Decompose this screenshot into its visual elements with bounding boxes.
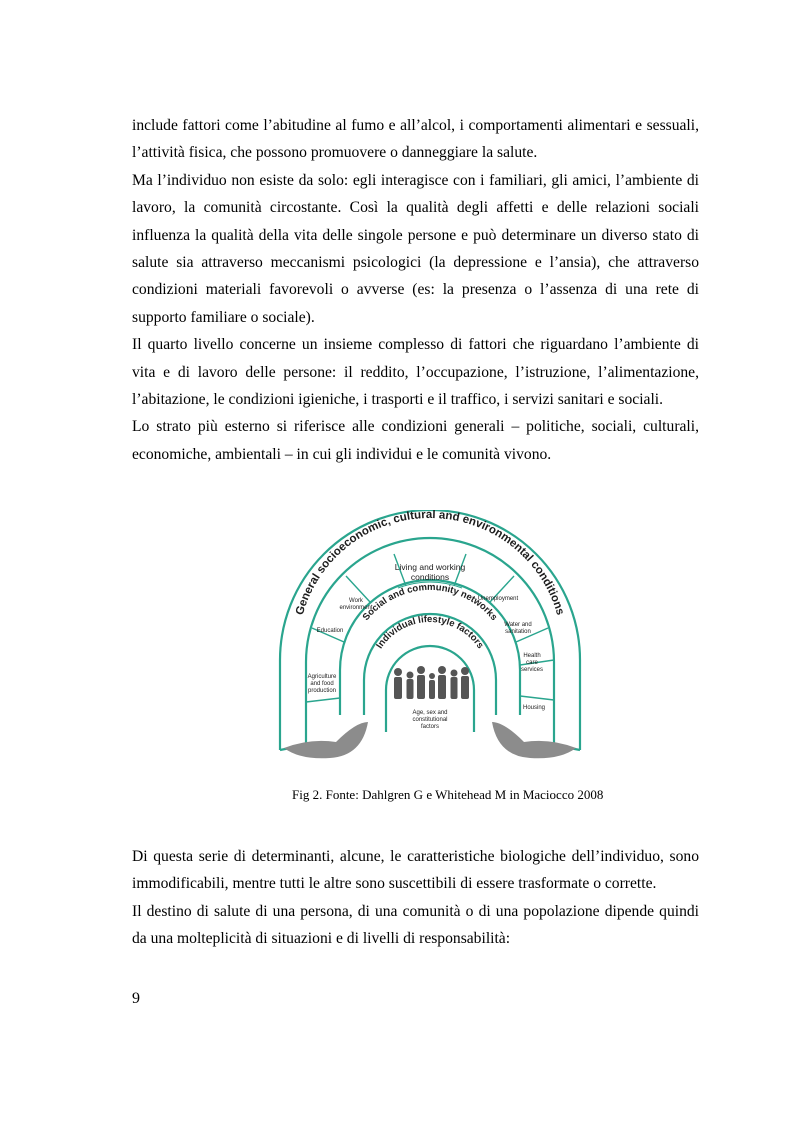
sector-label: Work <box>349 598 363 604</box>
figure-caption: Fig 2. Fonte: Dahlgren G e Whitehead M in Maciocco 2008 <box>292 787 604 802</box>
sector-label: Health <box>523 653 541 659</box>
outer-ring-label: General socioeconomic, cultural and environmental conditions <box>293 510 567 617</box>
body-text-bottom <box>132 843 699 953</box>
sector-divider <box>306 698 340 702</box>
left-wave-shape <box>284 722 368 758</box>
body-text-top <box>132 112 699 468</box>
core-label-line1: Age, sex and <box>412 710 448 716</box>
living-working-label-line2: conditions <box>410 572 450 582</box>
sector-label: Water and <box>504 622 532 628</box>
sector-label: Housing <box>522 705 546 711</box>
page-number: 9 <box>132 990 140 1007</box>
sector-label: Agriculture <box>307 674 337 680</box>
sector-label: sanitation <box>505 629 531 635</box>
sector-label: production <box>307 688 337 694</box>
determinants-rainbow-figure <box>270 510 590 760</box>
lifestyle-ring-label: Individual lifestyle factors <box>374 613 486 651</box>
paragraph: include fattori come l’abitudine al fumo e all’alcol, i comportamenti alimentari e sessuali, l’attività fisica, che possono promuovere o danneggiare la salute. <box>132 117 699 162</box>
living-working-label-line1: Living and working <box>394 562 466 572</box>
sector-label: Unemployment <box>477 596 519 602</box>
sector-divider <box>520 696 554 700</box>
core-label-line3: factors <box>420 724 440 730</box>
sector-label: and food <box>310 681 334 687</box>
paragraph: Il quarto livello concerne un insieme complesso di fattori che riguardano l’ambiente di vita e di lavoro delle persone: il reddito, l’occupazione, l’istruzione, l’alimentazione, l’abitazione, le condizioni igieniche, i trasporti e il traffico, i servizi sanitari e sociali. <box>132 336 699 409</box>
sector-label: care <box>526 660 538 666</box>
sector-label: Education <box>316 628 344 634</box>
fourth-ring-edge <box>364 614 496 715</box>
people-silhouettes-icon <box>394 666 469 699</box>
sector-label: environment <box>339 605 373 611</box>
paragraph: Ma l’individuo non esiste da solo: egli interagisce con i familiari, gli amici, l’ambiente di lavoro, la comunità circostante. Così la qualità degli affetti e delle relazioni sociali influenza la qualità della vita delle singole persone e può determinare un diverso stato di salute sia attraverso meccanismi psicologici (la depressione e l’ansia), che attraverso condizioni materiali favorevoli o avverse (es: la presenza o l’assenza di una rete di supporto familiare o sociale). <box>132 171 699 326</box>
right-wave-shape <box>492 722 576 758</box>
paragraph: Lo strato più esterno si riferisce alle condizioni generali – politiche, sociali, culturali, economiche, ambientali – in cui gli individui e le comunità vivono. <box>132 418 699 463</box>
core-label-line2: constitutional <box>412 717 448 723</box>
paragraph: Il destino di salute di una persona, di una comunità o di una popolazione dipende quindi da una molteplicità di situazioni e di livelli di responsabilità: <box>132 902 699 948</box>
rainbow-diagram <box>270 510 590 760</box>
sector-label: services <box>520 667 544 673</box>
paragraph: Di questa serie di determinanti, alcune, le caratteristiche biologiche dell’individuo, sono immodificabili, mentre tutti le altre sono suscettibili di essere trasformate o corrette. <box>132 848 699 893</box>
social-ring-label: Social and community networks <box>360 581 500 623</box>
